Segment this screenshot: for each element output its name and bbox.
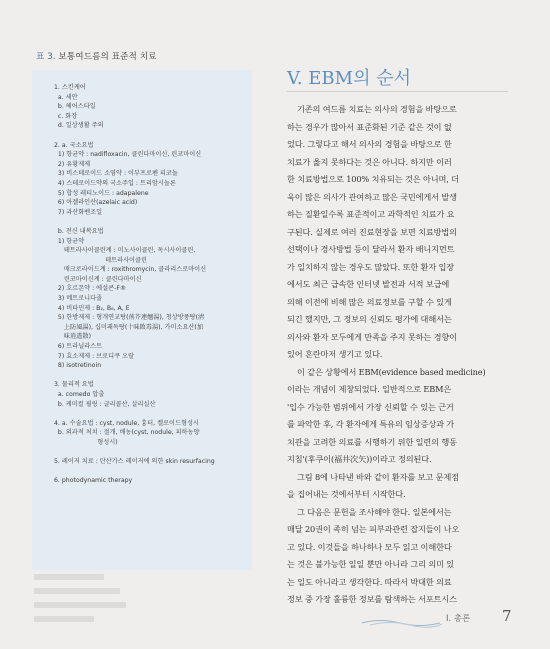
outline-line: b. 전신 내복요법	[54, 227, 104, 235]
outline-line: 3) 비스테로이드 소염약 : 이부프로펜 피코놀	[54, 170, 178, 178]
outline-line: 3) 메트로니다졸	[54, 295, 103, 303]
chapter-label: I. 총론	[446, 614, 471, 624]
outline-spacer	[54, 217, 254, 227]
footer-ornament-icon	[360, 617, 444, 629]
faded-bleedthrough-text	[34, 574, 126, 630]
page-footer	[360, 609, 520, 631]
body-line: 그림 8에 나타낸 바와 같이 환자를 보고 문제점	[297, 471, 459, 482]
outline-line: 6. photodynamic therapy	[54, 477, 133, 485]
body-line: 있어 혼란마저 생기고 있다.	[287, 349, 383, 359]
body-line: 이 같은 상황에서 EBM(evidence based medicine)	[297, 366, 486, 377]
outline-line: 4) 스테로이드약의 국소주입 : 트리암시놀론	[54, 179, 176, 187]
outline-line: 味逍遙散)	[54, 333, 91, 341]
outline-line: d. 일상생활 주의	[54, 122, 104, 130]
body-line: '입수 가능한 범위에서 가장 신뢰할 수 있는 근거	[287, 401, 454, 412]
body-line: 한 치료방법으로 100% 치유되는 것은 아니며, 더	[287, 174, 459, 184]
outline-line: 1. 스킨케어	[54, 84, 86, 91]
body-line: 고 있다. 이것들을 하나하나 모두 읽고 이해한다	[287, 541, 452, 552]
body-line: 정보 중 가장 훌륭한 정보를 탐색하는 서포트시스	[287, 594, 457, 604]
body-line: 매달 20권이 족히 넘는 피부과관련 잡지들이 나오	[287, 524, 460, 534]
body-line: 가 일치하지 않는 경우도 많았다. 또한 환자 입장	[287, 261, 455, 272]
outline-line: b. 케미컬 필링 : 글리콜산, 살리실산	[54, 400, 156, 408]
outline-line: 2. a. 국소요법	[54, 141, 94, 149]
body-line: 의사와 환자 모두에게 만족을 주지 못하는 경향이	[287, 331, 457, 342]
outline-spacer	[54, 131, 254, 141]
outline-line: 5. 레이저 치료 : 탄산가스 레이저에 의한 skin resurfacing	[54, 458, 215, 466]
body-line: 이라는 개념이 제창되었다. 일반적으로 EBM은	[287, 384, 452, 394]
body-text	[287, 101, 519, 609]
outline-line: 1) 항균약 : nadifloxacin, 클린다마이신, 린코마이신	[54, 151, 202, 159]
outline-line: a. 세안	[54, 93, 78, 101]
body-line: 에서도 최근 급속한 인터넷 발전과 서적 보급에	[287, 279, 450, 289]
body-line: 는 것은 불가능한 일일 뿐만 아니라 그리 의미 있	[287, 559, 455, 569]
body-line: 선택이나 경사방법 등이 달라서 환자 배니지먼트	[287, 244, 455, 254]
table-title: 보통여드름의 표준적 치료	[58, 52, 157, 62]
body-line: 의해 이전에 비해 많은 의료정보를 구할 수 있게	[287, 296, 452, 307]
body-line: 는 일도 아니라고 생각한다. 따라서 박대한 의료	[287, 576, 452, 587]
body-line: 을 집어내는 것에서부터 시작한다.	[287, 489, 406, 499]
body-line: 그 다음은 문헌을 조사해야 한다. 일본에서는	[297, 506, 452, 517]
outline-line: b. 헤어스타일	[54, 103, 96, 111]
outline-line: 7) 효소제제 : 브로디쿠 오랄	[54, 352, 135, 360]
body-line: 욱이 많은 의사가 관여하고 많은 국민에게서 발생	[287, 191, 457, 202]
outline-line: 3. 물리적 요법	[54, 381, 94, 389]
outline-line: a. comedo 압출	[54, 391, 105, 398]
body-line: 하는 경우가 많아서 표준화된 기준 같은 것이 없	[287, 121, 452, 132]
outline-line: 1) 항균약	[54, 237, 85, 245]
section-divider	[287, 91, 508, 92]
outline-line: 6) 트라닐라스트	[54, 343, 103, 351]
body-line: 치관을 고려한 의료를 시행하기 위한 일련의 행동	[287, 436, 457, 447]
table-number: 표 3.	[36, 52, 56, 62]
table-caption	[36, 50, 157, 62]
outline-line: 4) 비타민제 : B₂, B₆, A, E	[54, 304, 130, 312]
outline-line: 형성시)	[54, 438, 118, 446]
body-line: 구된다. 실제로 여러 진료현장을 보면 치료방법의	[287, 226, 457, 237]
outline-line: 7) 과산화벤조일	[54, 208, 103, 216]
body-line: 지침'(후쿠이(福井次矢))이라고 정의된다.	[287, 454, 432, 464]
outline-line: 테트라사이클린	[54, 256, 147, 264]
outline-spacer	[54, 448, 254, 458]
outline-spacer	[54, 467, 254, 477]
page-number: 7	[502, 607, 512, 625]
section-heading: V. EBM의 순서	[287, 68, 411, 89]
outline-spacer	[54, 409, 254, 419]
outline-line: 2) 유황제제	[54, 160, 91, 168]
body-line: 기존의 여드름 치료는 의사의 경험을 바탕으로	[297, 104, 457, 114]
outline-line: b. 외과적 처치 : 절개, 배농(cyst, nodule, 피하농양	[54, 429, 200, 437]
body-line: 를 파악한 후, 각 환자에게 특유의 임상증상과 가	[287, 419, 455, 429]
outline-line: 2) 호르몬약 : 에설콘-F®	[54, 285, 127, 293]
body-line: 었다. 그렇다고 해서 의사의 경험을 바탕으로 한	[287, 139, 452, 149]
body-line: 되긴 했지만, 그 정보의 신뢰도 평가에 대해서는	[287, 314, 452, 324]
outline-line: 8) isotretinoin	[54, 362, 102, 370]
outline-line: 매크로라이드계 : roxithromycin, 클라리스로마이신	[54, 266, 207, 274]
outline-line: 5) 한방제제 : 형개연교탕(荊芥連翹湯), 청상방풍탕(淸	[54, 314, 205, 322]
outline-line: c. 화장	[54, 112, 78, 120]
outline-line: 테트라사이클린계 : 미노사이클린, 독시사이클린,	[54, 247, 196, 255]
outline-line: 5) 합성 레티노이드 : adapalene	[54, 189, 149, 197]
outline-line: 上防風湯), 십미패독탕(十味敗毒湯), 가미소요산(加	[54, 323, 204, 331]
outline-line: 린코마이신계 : 클린다마이신	[54, 275, 142, 283]
outline-line: 4. a. 수술요법 : cyst, nodule, 흉터, 켈로이드형성시	[54, 419, 199, 427]
treatment-outline	[54, 83, 254, 486]
body-line: 하는 질환일수록 표준적이고 과학적인 치료가 요	[287, 209, 455, 219]
outline-line: 6) 아젤라인산(azelaic acid)	[54, 199, 138, 207]
outline-spacer	[54, 371, 254, 381]
body-line: 치료가 옳지 못하다는 것은 아니다. 하지만 이러	[287, 156, 452, 167]
